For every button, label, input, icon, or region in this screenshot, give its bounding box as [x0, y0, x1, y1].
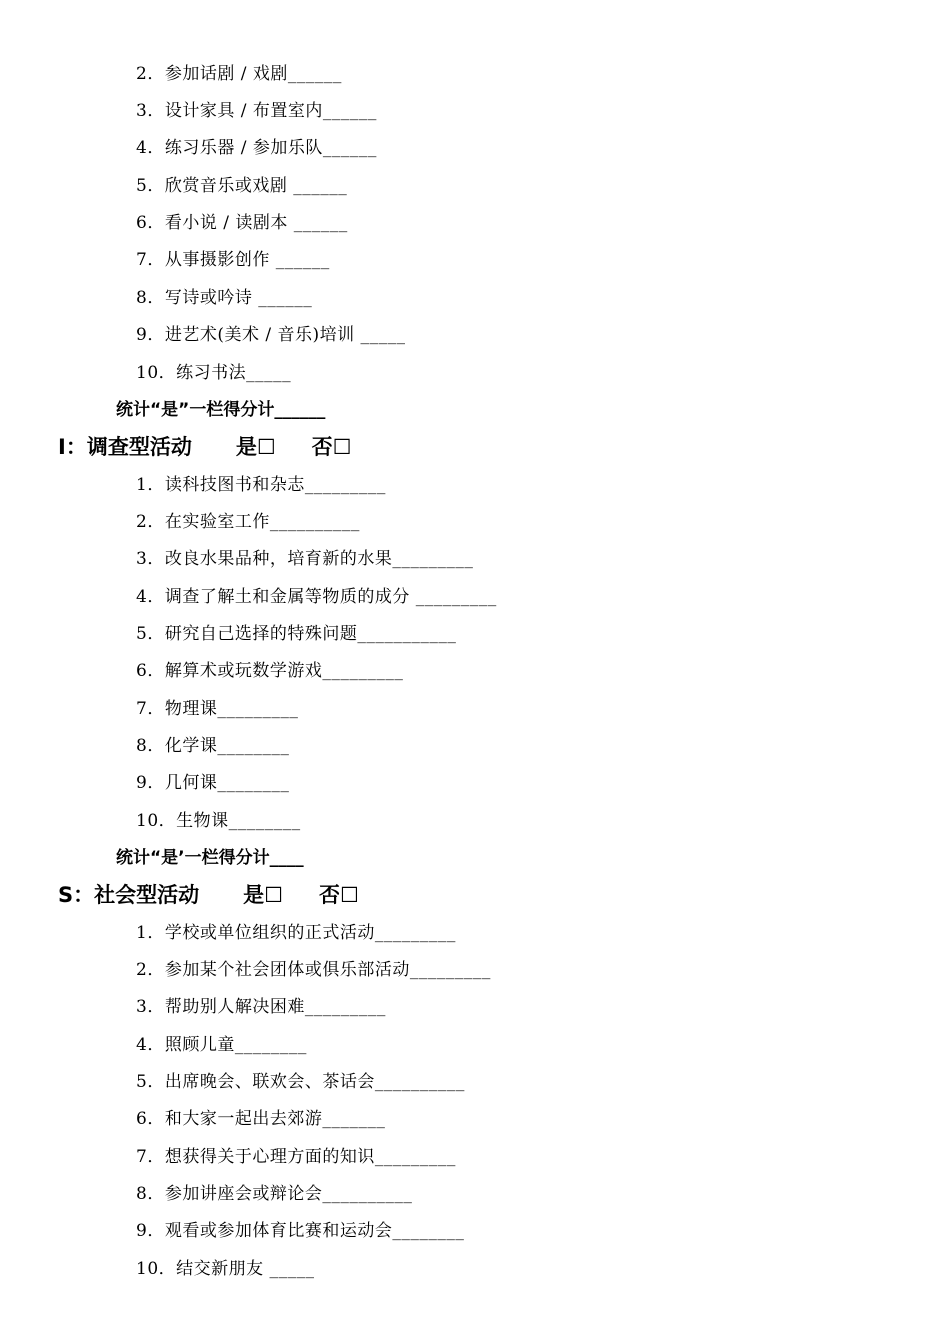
list-item: 6．解算术或玩数学游戏_________: [136, 661, 404, 681]
list-item: 7．从事摄影创作 ______: [136, 250, 330, 270]
yes-checkbox[interactable]: 是☐: [243, 883, 283, 907]
no-checkbox[interactable]: 否☐: [318, 883, 359, 907]
list-item: 6．和大家一起出去郊游_______: [136, 1109, 386, 1129]
list-item: 1．读科技图书和杂志_________: [136, 475, 386, 495]
list-item: 3．改良水果品种，培育新的水果_________: [136, 549, 474, 569]
list-item: 4．练习乐器 / 参加乐队______: [136, 138, 377, 158]
list-item: 6．看小说 / 读剧本 ______: [136, 213, 348, 233]
yes-checkbox[interactable]: 是☐: [235, 435, 276, 459]
list-item: 4．照顾儿童________: [136, 1035, 307, 1055]
section-heading-investigative: [58, 434, 351, 460]
list-item: 3．帮助别人解决困难_________: [136, 997, 386, 1017]
list-item: 2．参加某个社会团体或俱乐部活动_________: [136, 960, 491, 980]
section-summary: 统计“是”一栏得分计______: [116, 400, 326, 420]
list-item: 10．生物课________: [136, 811, 301, 831]
section-title: I：调查型活动: [58, 435, 192, 459]
list-item: 1．学校或单位组织的正式活动_________: [136, 923, 456, 943]
list-item: 8．化学课________: [136, 736, 290, 756]
no-checkbox[interactable]: 否☐: [311, 435, 352, 459]
list-item: 4．调查了解土和金属等物质的成分 _________: [136, 587, 497, 607]
list-item: 2．在实验室工作__________: [136, 512, 360, 532]
list-item: 7．想获得关于心理方面的知识_________: [136, 1147, 456, 1167]
list-item: 9．进艺术(美术 / 音乐)培训 _____: [136, 325, 406, 345]
section-heading-social: [58, 882, 359, 908]
list-item: 7．物理课_________: [136, 699, 299, 719]
section-summary: 统计“是’一栏得分计____: [116, 848, 304, 868]
list-item: 10．练习书法_____: [136, 363, 292, 383]
list-item: 9．观看或参加体育比赛和运动会________: [136, 1221, 465, 1241]
list-item: 5．研究自己选择的特殊问题___________: [136, 624, 457, 644]
list-item: 3．设计家具 / 布置室内______: [136, 101, 377, 121]
list-item: 9．几何课________: [136, 773, 290, 793]
list-item: 5．欣赏音乐或戏剧 ______: [136, 176, 348, 196]
list-item: 5．出席晚会、联欢会、茶话会__________: [136, 1072, 465, 1092]
list-item: 8．写诗或吟诗 ______: [136, 288, 313, 308]
list-item: 10．结交新朋友 _____: [136, 1259, 315, 1279]
list-item: 8．参加讲座会或辩论会__________: [136, 1184, 413, 1204]
list-item: 2．参加话剧 / 戏剧______: [136, 64, 342, 84]
section-title: S：社会型活动: [58, 883, 200, 907]
